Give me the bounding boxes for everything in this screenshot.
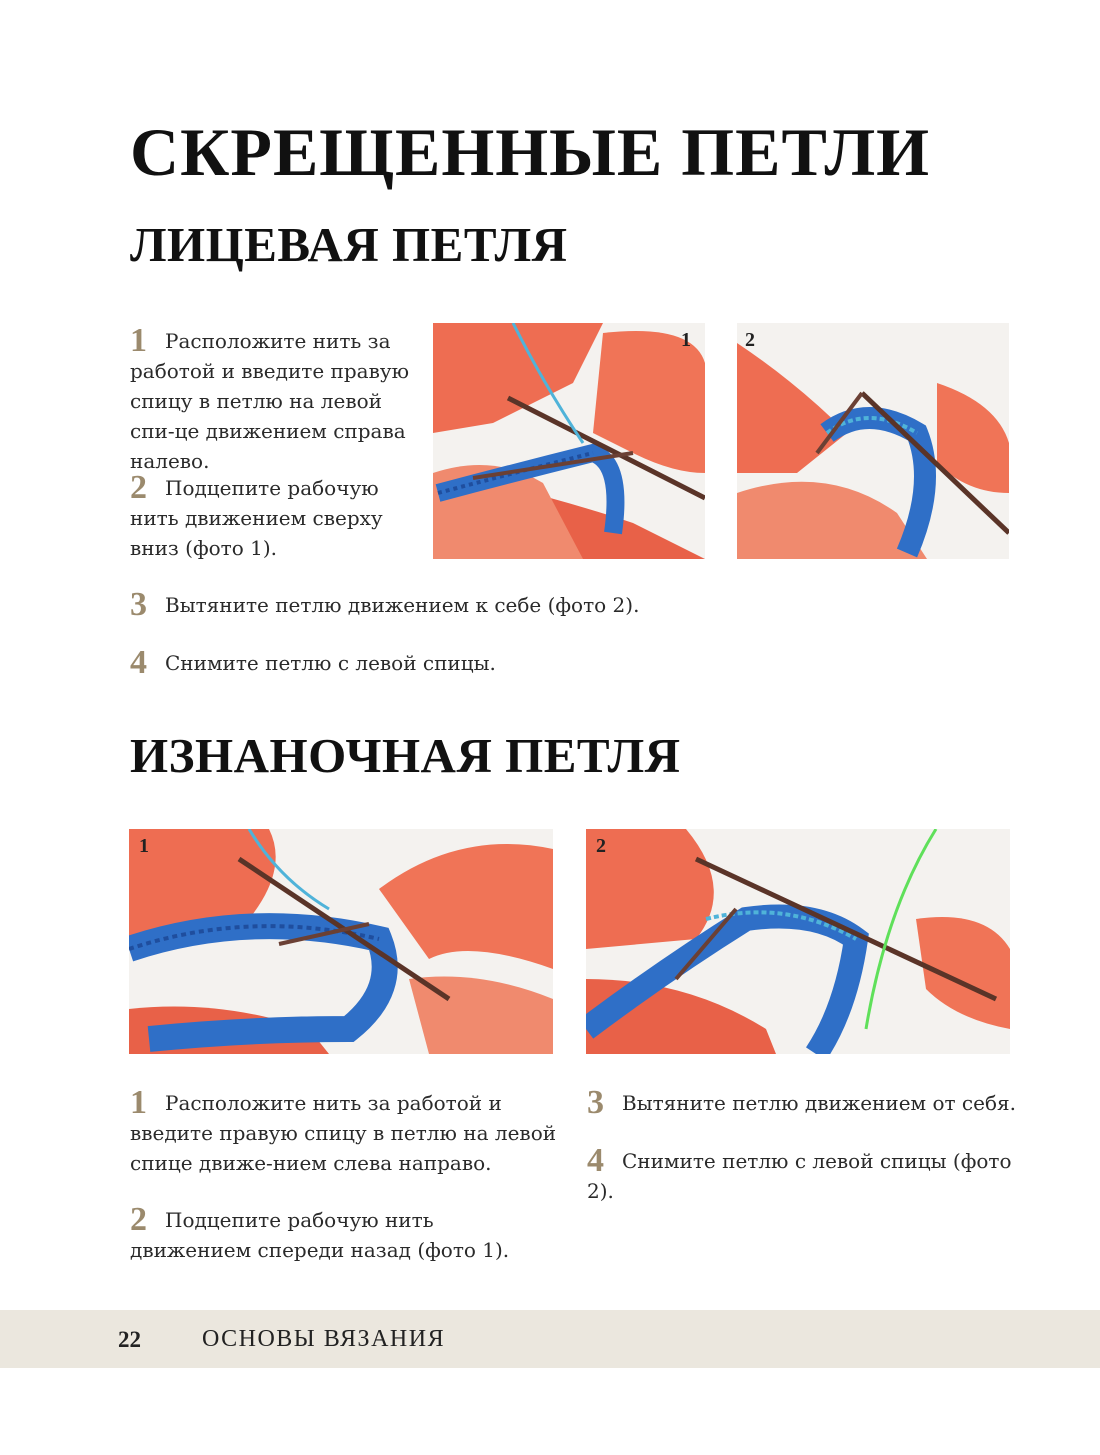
page-title: СКРЕЩЕННЫЕ ПЕТЛИ [130, 114, 931, 190]
step-number: 2 [130, 1201, 147, 1238]
purl-step-2 [130, 1201, 560, 1265]
knit-step-3 [130, 586, 830, 623]
photo-label: 1 [139, 835, 149, 857]
page-number: 22 [118, 1327, 141, 1352]
photo-label: 1 [681, 329, 691, 351]
book-title: ОСНОВЫ ВЯЗАНИЯ [202, 1326, 446, 1352]
knitting-photo-illustration [586, 829, 1010, 1054]
purl-photo-1 [129, 829, 553, 1054]
step-text: Расположите нить за работой и введите правую спицу в петлю на левой спице движе-нием слева направо. [130, 1091, 557, 1175]
knit-step-2 [130, 469, 410, 563]
step-number: 2 [130, 469, 147, 506]
knit-photo-1 [433, 323, 705, 559]
step-text: Подцепите рабочую нить движением спереди назад (фото 1). [130, 1208, 510, 1262]
step-number: 1 [130, 1084, 147, 1121]
knit-step-1 [130, 322, 410, 476]
knit-step-4 [130, 644, 830, 681]
knit-photo-2 [737, 323, 1009, 559]
photo-label: 2 [596, 835, 606, 857]
section-title-knit: ЛИЦЕВАЯ ПЕТЛЯ [130, 217, 568, 272]
purl-step-1 [130, 1084, 560, 1178]
step-number: 4 [130, 644, 147, 681]
step-number: 3 [587, 1084, 604, 1121]
photo-label: 2 [745, 329, 755, 351]
step-text: Снимите петлю с левой спицы (фото 2). [587, 1149, 1012, 1203]
section-title-purl: ИЗНАНОЧНАЯ ПЕТЛЯ [130, 728, 681, 783]
step-text: Расположите нить за работой и введите правую спицу в петлю на левой спи-це движением справа налево. [130, 329, 410, 473]
step-number: 1 [130, 322, 147, 359]
footer-bar [0, 1310, 1100, 1368]
step-text: Снимите петлю с левой спицы. [165, 651, 496, 675]
step-text: Вытяните петлю движением от себя. [622, 1091, 1016, 1115]
knitting-photo-illustration [737, 323, 1009, 559]
purl-step-4 [587, 1142, 1027, 1206]
step-text: Вытяните петлю движением к себе (фото 2). [165, 593, 640, 617]
step-text: Подцепите рабочую нить движением сверху вниз (фото 1). [130, 476, 383, 560]
step-number: 4 [587, 1142, 604, 1179]
knitting-photo-illustration [433, 323, 705, 559]
purl-photo-2 [586, 829, 1010, 1054]
knitting-photo-illustration [129, 829, 553, 1054]
purl-step-3 [587, 1084, 1027, 1121]
step-number: 3 [130, 586, 147, 623]
